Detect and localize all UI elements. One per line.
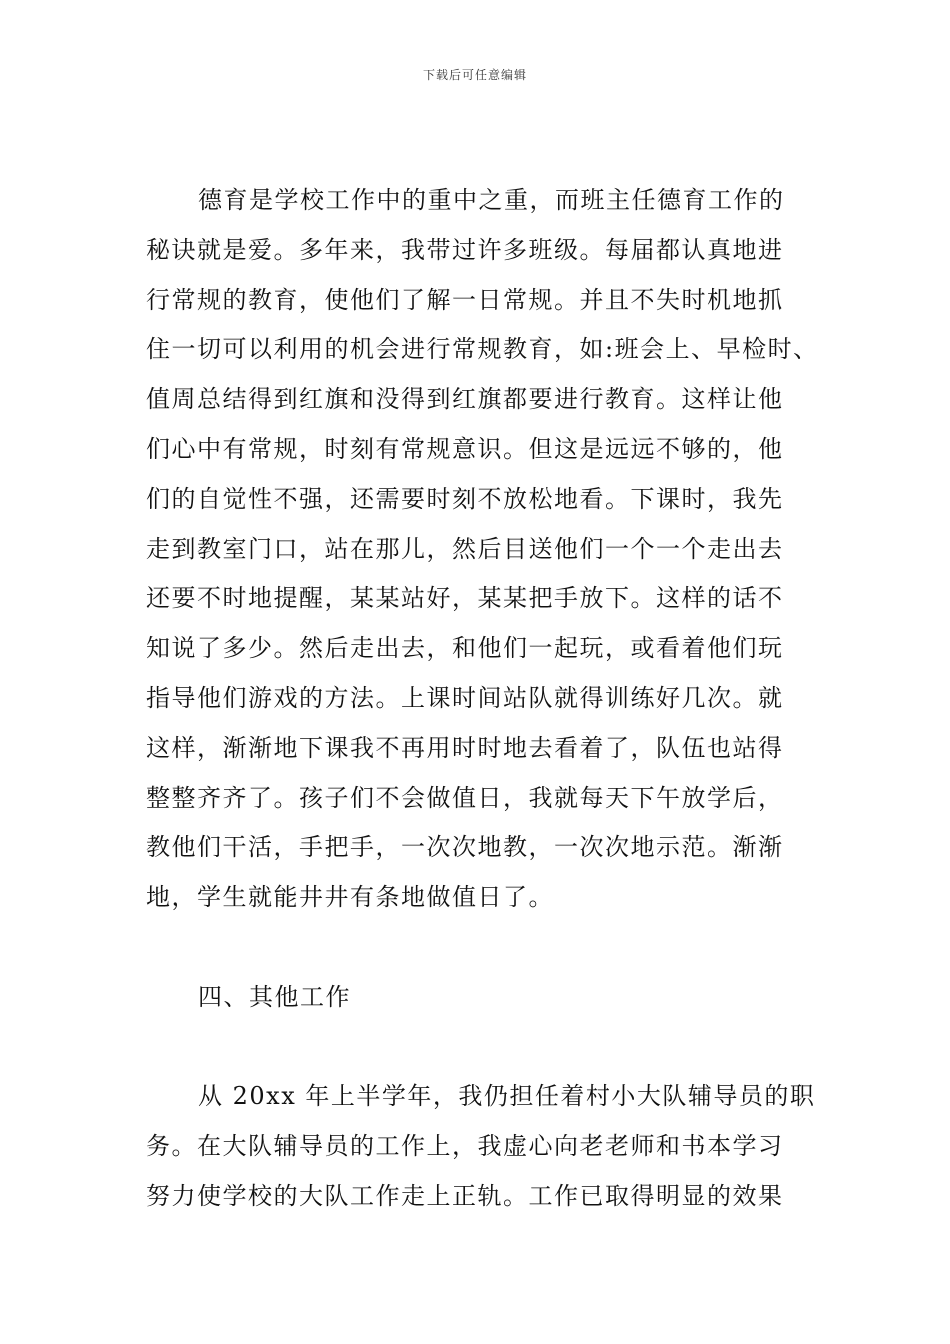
page-header: 下载后可任意编辑 (422, 68, 527, 82)
text-line: 住一切可以利用的机会进行常规教育，如:班会上、早检时、 (146, 335, 819, 364)
text-line: 走到教室门口，站在那儿，然后目送他们一个一个走出去 (146, 534, 784, 563)
text-line: 教他们干活，手把手，一次次地教，一次次地示范。渐渐 (146, 833, 784, 862)
text-line: 行常规的教育，使他们了解一日常规。并且不失时机地抓 (146, 285, 784, 314)
text-line: 指导他们游戏的方法。上课时间站队就得训练好几次。就 (146, 683, 784, 712)
text-line: 努力使学校的大队工作走上正轨。工作已取得明显的效果 (146, 1181, 784, 1210)
text-line: 从 20xx 年上半学年，我仍担任着村小大队辅导员的职 (198, 1082, 816, 1111)
text-line: 值周总结得到红旗和没得到红旗都要进行教育。这样让他 (146, 385, 784, 414)
document-body (146, 176, 819, 1222)
text-line: 秘诀就是爱。多年来，我带过许多班级。每届都认真地进 (146, 235, 784, 264)
paragraph-moral-education (146, 176, 819, 923)
text-line: 这样，渐渐地下课我不再用时时地去看着了，队伍也站得 (146, 733, 784, 762)
paragraph-other-work (146, 1072, 816, 1221)
text-line: 德育是学校工作中的重中之重，而班主任德育工作的 (198, 186, 785, 214)
text-line: 整整齐齐了。孩子们不会做值日，我就每天下午放学后， (146, 783, 784, 812)
paragraph-gap (146, 1023, 806, 1073)
text-line: 地，学生就能井井有条地做值日了。 (146, 883, 554, 912)
text-line: 们的自觉性不强，还需要时刻不放松地看。下课时，我先 (146, 484, 784, 513)
text-line: 知说了多少。然后走出去，和他们一起玩，或看着他们玩 (146, 634, 784, 663)
text-line: 还要不时地提醒，某某站好，某某把手放下。这样的话不 (146, 584, 784, 613)
section-heading: 四、其他工作 (198, 982, 351, 1011)
text-line: 务。在大队辅导员的工作上，我虚心向老老师和书本学习 (146, 1132, 784, 1161)
text-line: 们心中有常规，时刻有常规意识。但这是远远不够的，他 (146, 434, 784, 463)
paragraph-gap (146, 923, 806, 973)
